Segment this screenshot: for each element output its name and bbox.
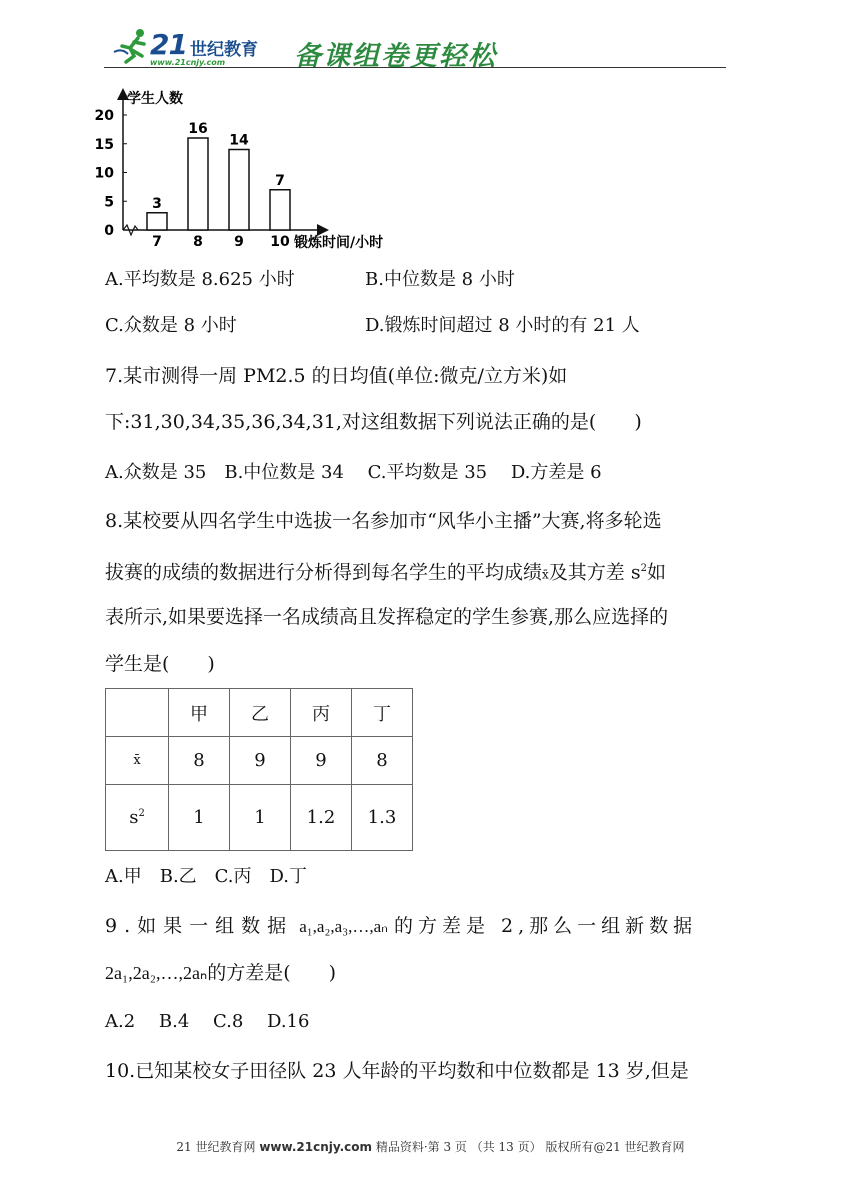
y-tick-label: 20 (94, 108, 114, 124)
page-header (104, 22, 726, 72)
footer-site: 21 世纪教育网 (176, 1140, 256, 1154)
bar-data-label: 16 (188, 121, 208, 137)
table-row-variance (106, 785, 413, 851)
y-axis-label: 学生人数 (127, 91, 183, 107)
footer-page: 精品资料·第 3 页 （共 13 页） (375, 1140, 542, 1154)
q9-options: A.2 B.4 C.8 D.16 (105, 1011, 310, 1032)
q8-options: A.甲 B.乙 C.丙 D.丁 (105, 866, 308, 887)
table-cell: 8 (352, 737, 413, 785)
x-tick-label: 7 (152, 234, 162, 250)
table-cell: 1.2 (291, 785, 352, 851)
q8-line-1: 8.某校要从四名学生中选拔一名参加市“风华小主播”大赛,将多轮选 (105, 510, 662, 532)
q8-line-4: 学生是( ) (105, 653, 215, 675)
table-cell: 1 (230, 785, 291, 851)
q9-new-data-set: 2a₁,2a₂,…,2aₙ (105, 963, 208, 983)
footer-copyright: 版权所有@21 世纪教育网 (545, 1140, 685, 1154)
table-cell: 8 (169, 737, 230, 785)
runner-logo-icon (112, 26, 152, 66)
y-tick-label: 5 (104, 194, 114, 211)
x-tick-label: 9 (234, 234, 244, 250)
table-cell: 1 (169, 785, 230, 851)
bar-data-label: 7 (275, 172, 285, 189)
bar-data-label: 14 (229, 132, 249, 149)
q6-option-a: A.平均数是 8.625 小时 (105, 269, 295, 290)
q9-line-1 (105, 914, 697, 939)
table-header-bing: 丙 (291, 689, 352, 737)
table-cell: 9 (230, 737, 291, 785)
table-header-row (106, 689, 413, 737)
x-tick-label: 10 (270, 234, 290, 250)
bar-data-label: 3 (152, 195, 162, 212)
footer-url[interactable]: www.21cnjy.com (259, 1140, 373, 1154)
table-row-label-variance (106, 785, 169, 851)
x-axis-label: 锻炼时间/小时 (294, 235, 384, 251)
q8-line-2-text-b: 及其方差 s (548, 561, 641, 584)
variance-symbol: s (129, 807, 139, 828)
logo-url: www.21cnjy.com (150, 58, 226, 67)
q6-option-c: C.众数是 8 小时 (105, 315, 237, 336)
table-row-label-mean: x̄ (106, 737, 169, 785)
table-cell: 1.3 (352, 785, 413, 851)
q8-line-2 (105, 557, 666, 586)
q10-line-1: 10.已知某校女子田径队 23 人年龄的平均数和中位数都是 13 岁,但是 (105, 1060, 689, 1082)
q6-option-d: D.锻炼时间超过 8 小时的有 21 人 (365, 315, 640, 336)
header-divider (104, 67, 726, 68)
bar-8 (188, 138, 208, 230)
y-tick-label: 15 (94, 136, 114, 153)
logo-text: 世纪教育 (190, 40, 258, 60)
table-cell: 9 (291, 737, 352, 785)
q8-xbar-symbol: x̄ (542, 567, 549, 582)
bar-7 (147, 213, 167, 230)
q9-data-set: a₁,a₂,a₃,…,aₙ (299, 917, 388, 936)
exercise-time-bar-chart (94, 85, 410, 255)
y-tick-label: 10 (94, 165, 114, 182)
q8-s-squared-sup: 2 (640, 563, 647, 574)
table-row-mean (106, 737, 413, 785)
q9-line-1-prefix: 9.如果一组数据 (105, 915, 294, 937)
q8-line-2-text-c: 如 (646, 561, 666, 584)
table-header-empty (106, 689, 169, 737)
table-header-jia: 甲 (169, 689, 230, 737)
table-header-yi: 乙 (230, 689, 291, 737)
q7-line-1: 7.某市测得一周 PM2.5 的日均值(单位:微克/立方米)如 (105, 365, 568, 387)
header-slogan: 备课组卷更轻松 (294, 41, 497, 72)
q8-line-3: 表所示,如果要选择一名成绩高且发挥稳定的学生参赛,那么应选择的 (105, 606, 669, 628)
logo-number: 21 (150, 28, 187, 61)
q7-options: A.众数是 35 B.中位数是 34 C.平均数是 35 D.方差是 6 (105, 462, 602, 483)
q9-line-2 (105, 961, 336, 985)
variance-sup: 2 (138, 808, 145, 819)
page-footer (0, 1138, 861, 1155)
q6-option-b: B.中位数是 8 小时 (365, 269, 515, 290)
x-tick-label: 8 (193, 234, 203, 250)
q9-line-2-suffix: 的方差是( ) (207, 962, 337, 984)
y-tick-label: 0 (104, 223, 114, 239)
q7-line-2: 下:31,30,34,35,36,34,31,对这组数据下列说法正确的是( ) (105, 411, 642, 433)
bar-10 (270, 190, 290, 230)
q9-line-1-suffix: 的方差是 2,那么一组新数据 (393, 915, 698, 937)
student-score-table (105, 688, 413, 851)
q8-line-2-text-a: 拔赛的成绩的数据进行分析得到每名学生的平均成绩 (105, 561, 543, 584)
bar-9 (229, 150, 249, 231)
table-header-ding: 丁 (352, 689, 413, 737)
